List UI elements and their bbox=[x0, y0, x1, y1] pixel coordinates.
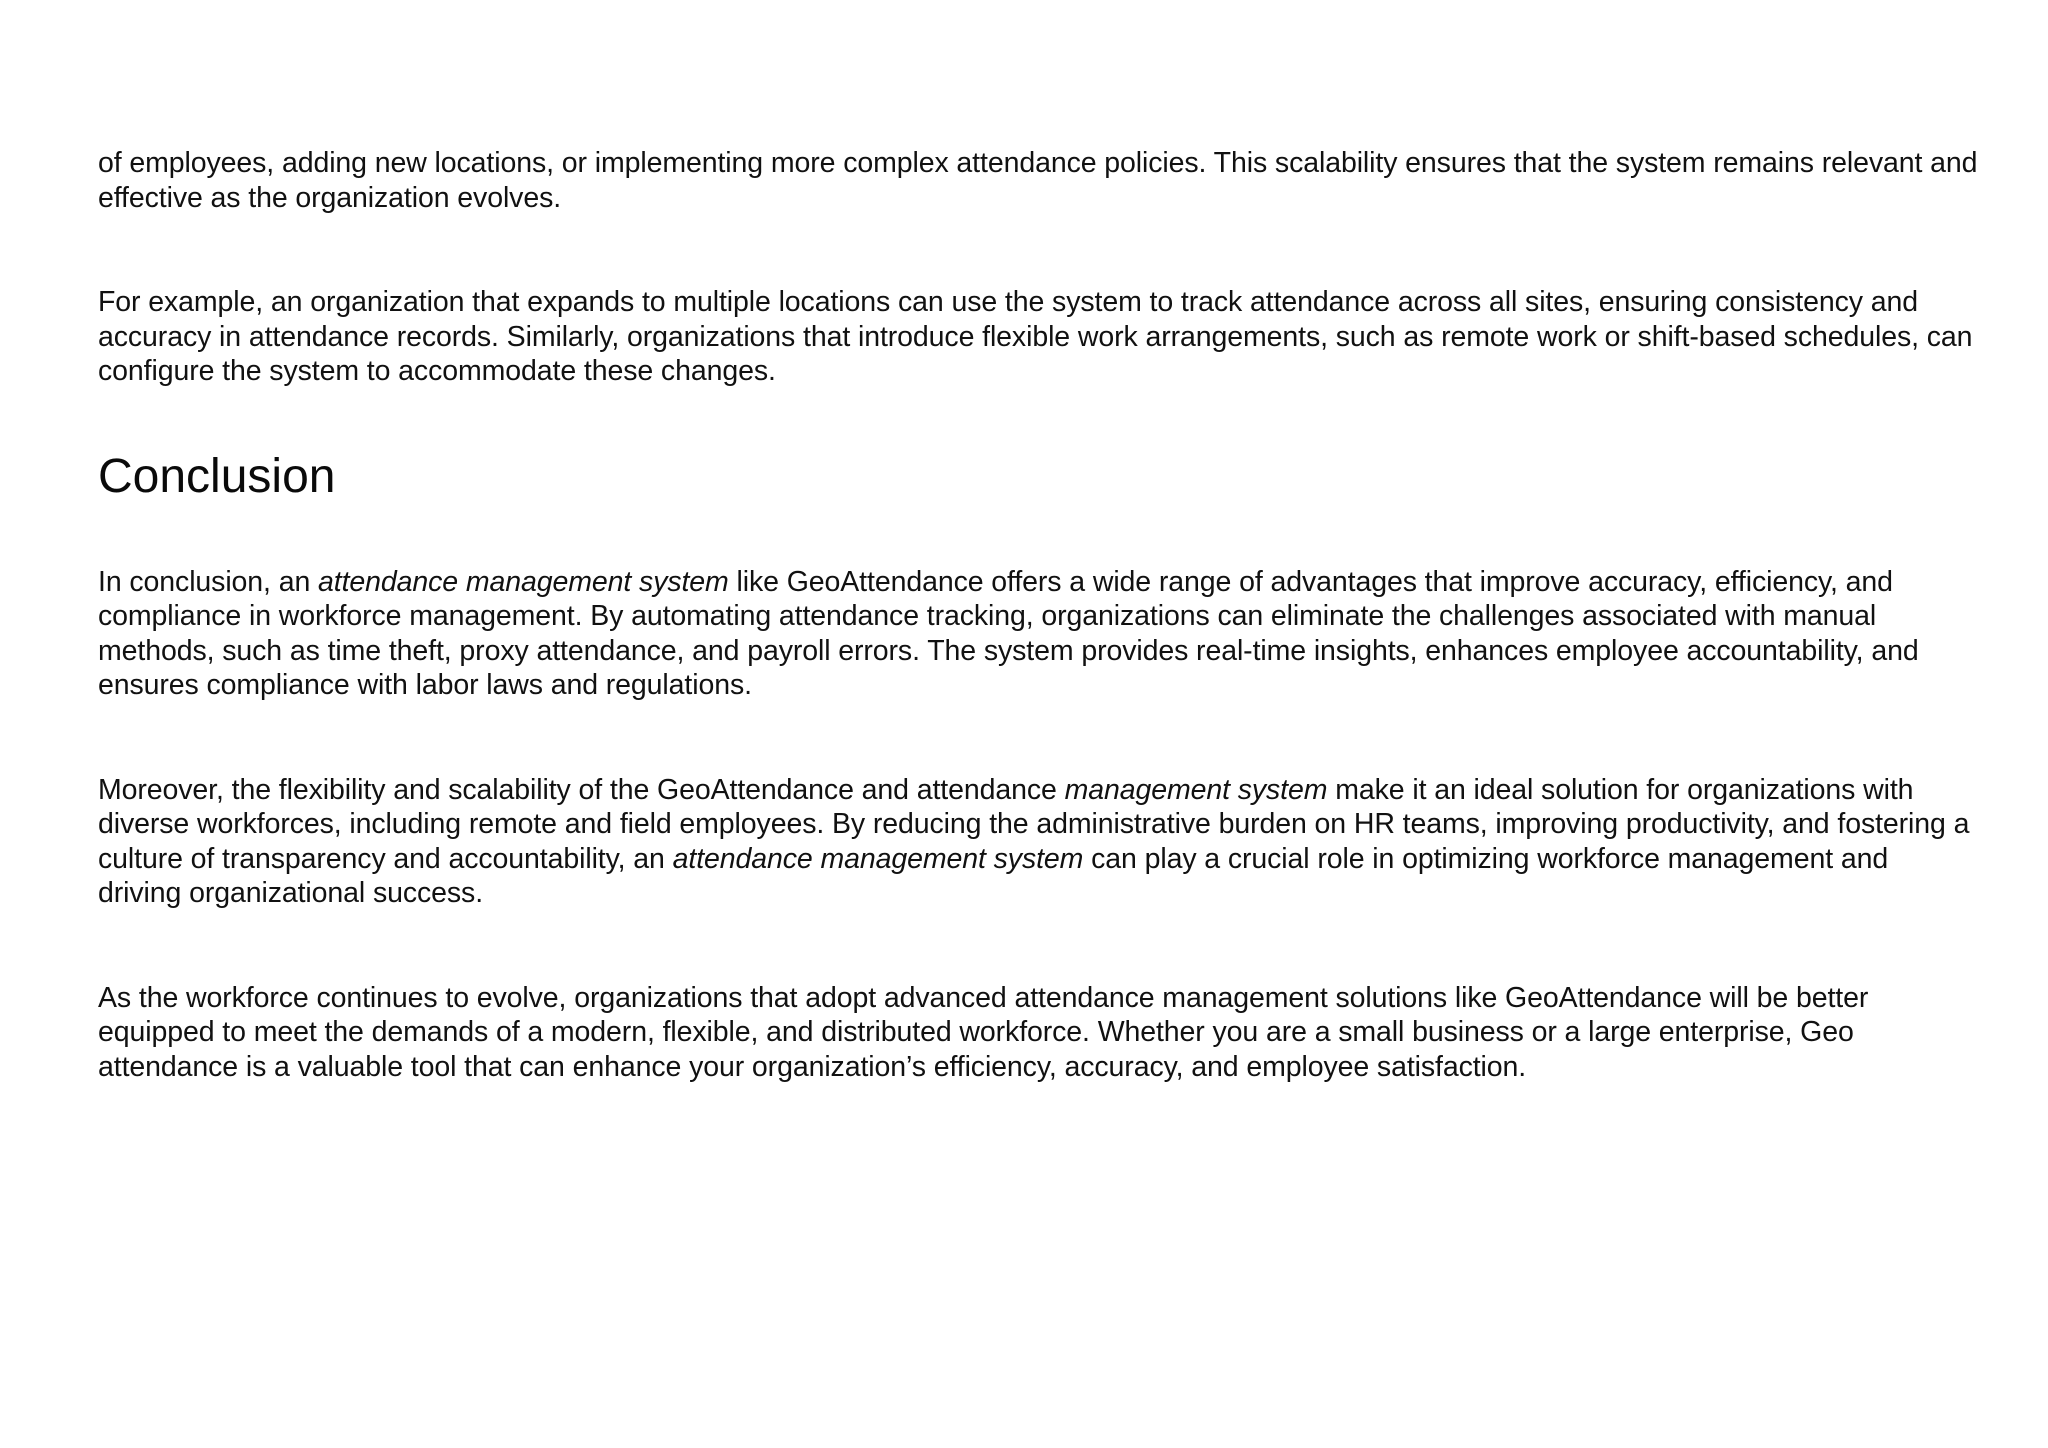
text-run: In conclusion, an bbox=[98, 565, 319, 598]
paragraph-workforce-evolve: As the workforce continues to evolve, organizations that adopt advanced attendance management solutions like GeoAttendance will be better equipped to meet the demands of a modern, flexible, and distributed workforce. Whether you are a small business or a large enterprise, Geo attendance is a valuable tool that can enhance your organization’s efficiency, accuracy, and employee satisfaction. bbox=[98, 981, 1869, 1083]
italic-text-run: management system bbox=[1064, 773, 1328, 806]
section-heading-conclusion: Conclusion bbox=[98, 449, 336, 503]
text-run: make it an ideal solution for organizations with diverse workforces, including remote and field employees. By reducing the administrative burden on HR teams, improving productivity, and fostering a culture of transparency and accountability, an bbox=[98, 773, 1970, 875]
paragraph-scalability-continued: of employees, adding new locations, or implementing more complex attendance policies. This scalability ensures that the system remains relevant and effective as the organization evolves. bbox=[98, 147, 1978, 214]
text-run: like GeoAttendance offers a wide range of advantages that improve accuracy, efficiency, and compliance in workforce management. By automating attendance tracking, organizations can eliminate the challenges associated with manual methods, such as time theft, proxy attendance, and payroll errors. The system provides real-time insights, enhances employee accountability, and ensures compliance with labor laws and regulations. bbox=[98, 565, 1919, 701]
paragraph-moreover bbox=[98, 773, 1978, 911]
document-body bbox=[98, 146, 1978, 1084]
text-run: can play a crucial role in optimizing workforce management and driving organizational success. bbox=[98, 842, 1889, 909]
text-run: Moreover, the flexibility and scalability of the GeoAttendance and attendance bbox=[98, 773, 1065, 806]
italic-text-run: attendance management system bbox=[318, 565, 729, 598]
italic-text-run: attendance management system bbox=[672, 842, 1084, 875]
paragraph-example: For example, an organization that expands to multiple locations can use the system to track attendance across all sites, ensuring consistency and accuracy in attendance records. Similarly, organizations that introduce flexible work arrangements, such as remote work or shift-based schedules, can configure the system to accommodate these changes. bbox=[98, 286, 1973, 387]
paragraph-conclusion bbox=[98, 565, 1978, 703]
